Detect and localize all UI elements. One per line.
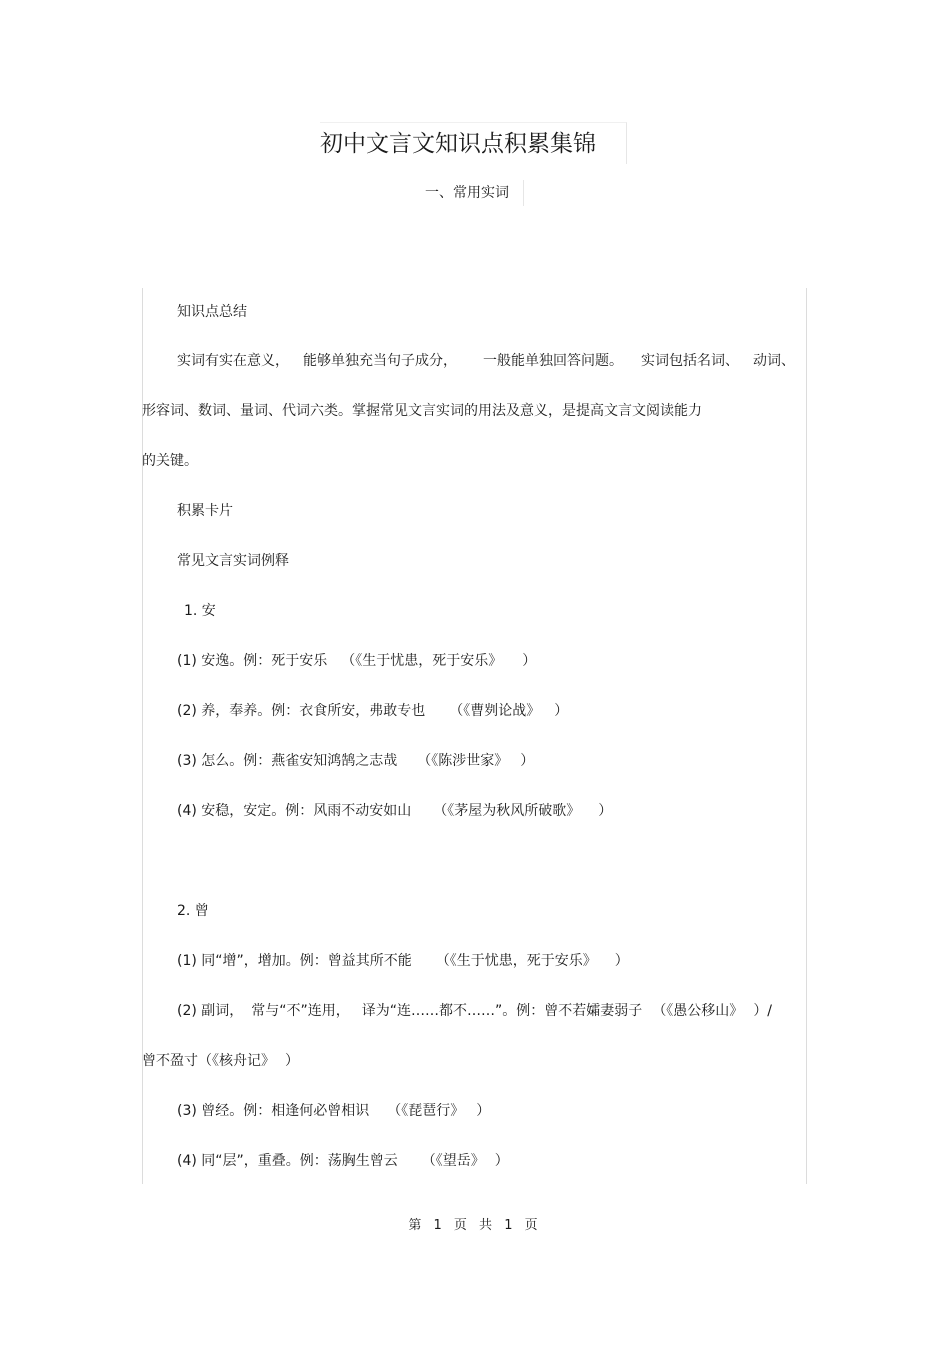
entry-item-close: ）	[494, 1153, 509, 1169]
content-box	[142, 288, 807, 1184]
entry-item-source: （《愚公移山》	[652, 1003, 744, 1019]
summary-text: 动词、	[753, 353, 795, 369]
entry-item	[177, 1001, 772, 1021]
entry-item	[177, 1101, 490, 1121]
entry-item-source: （《望岳》	[421, 1153, 485, 1169]
examples-heading: 常见文言实词例释	[177, 553, 289, 569]
summary-paragraph-line-1	[177, 351, 795, 371]
entry-item-text: (1) 同“增”，增加。例：曾益其所不能	[177, 953, 412, 969]
entry-item-text: (4) 安稳，安定。例：风雨不动安如山	[177, 803, 412, 819]
entry-item	[177, 1151, 509, 1171]
entry-item-source: （《生于忧患，死于安乐》	[341, 653, 503, 669]
entry-item-close: ）	[285, 1053, 299, 1069]
entry-item-source: （《茅屋为秋风所破歌》	[433, 803, 581, 819]
entry-item	[177, 751, 534, 771]
entry-item-text: (3) 怎么。例：燕雀安知鸿鹄之志哉	[177, 753, 398, 769]
entry-item-close: ）	[598, 803, 613, 819]
entry-item-source: （《曹刿论战》	[449, 703, 541, 719]
entry-item-source: （《琵琶行》	[387, 1103, 465, 1119]
entry-item-text: (1) 安逸。例：死于安乐	[177, 653, 328, 669]
entry-heading: 1. 安	[184, 603, 216, 619]
summary-text: 实词有实在意义，	[177, 353, 289, 369]
entry-item-source: （《生于忧患，死于安乐》	[435, 953, 597, 969]
entry-heading: 2. 曾	[177, 903, 209, 919]
entry-item-close: ）	[522, 653, 537, 669]
entry-item-continuation	[142, 1051, 299, 1071]
entry-item	[177, 651, 536, 671]
entry-item	[177, 951, 629, 971]
section-heading: 一、常用实词	[425, 180, 524, 206]
entry-item-source: 曾不盈寸（《核舟记》	[142, 1053, 275, 1069]
entry-item-text: 常与“不”连用，	[251, 1003, 350, 1019]
entry-item-text: (4) 同“层”，重叠。例：荡胸生曾云	[177, 1153, 398, 1169]
summary-text: 实词包括名词、	[641, 353, 739, 369]
summary-paragraph-line-3: 的关键。	[142, 453, 198, 469]
summary-heading: 知识点总结	[177, 304, 247, 320]
entry-item-text: (2) 养，奉养。例：衣食所安，弗敢专也	[177, 703, 426, 719]
entry-item-source: （《陈涉世家》	[417, 753, 509, 769]
entry-item	[177, 701, 568, 721]
page-footer: 第 1 页 共 1 页	[408, 1218, 542, 1233]
entry-item-text: (3) 曾经。例：相逢何必曾相识	[177, 1103, 370, 1119]
entry-item-text: (2) 副词，	[177, 1003, 244, 1019]
entry-item-close: ）	[520, 753, 535, 769]
page-title: 初中文言文知识点积累集锦	[320, 122, 627, 164]
entry-item-close: ）	[554, 703, 569, 719]
entry-item-close: ）/	[753, 1003, 773, 1019]
entry-item	[177, 801, 612, 821]
summary-paragraph-line-2: 形容词、数词、量词、代词六类。掌握常见文言实词的用法及意义，是提高文言文阅读能力	[142, 403, 702, 419]
card-heading: 积累卡片	[177, 503, 233, 519]
entry-item-close: ）	[614, 953, 629, 969]
summary-text: 一般能单独回答问题。	[483, 353, 623, 369]
entry-item-text: 译为“连……都不……”。例：曾不若孀妻弱子	[361, 1003, 643, 1019]
summary-text: 能够单独充当句子成分，	[303, 353, 457, 369]
entry-item-close: ）	[476, 1103, 491, 1119]
